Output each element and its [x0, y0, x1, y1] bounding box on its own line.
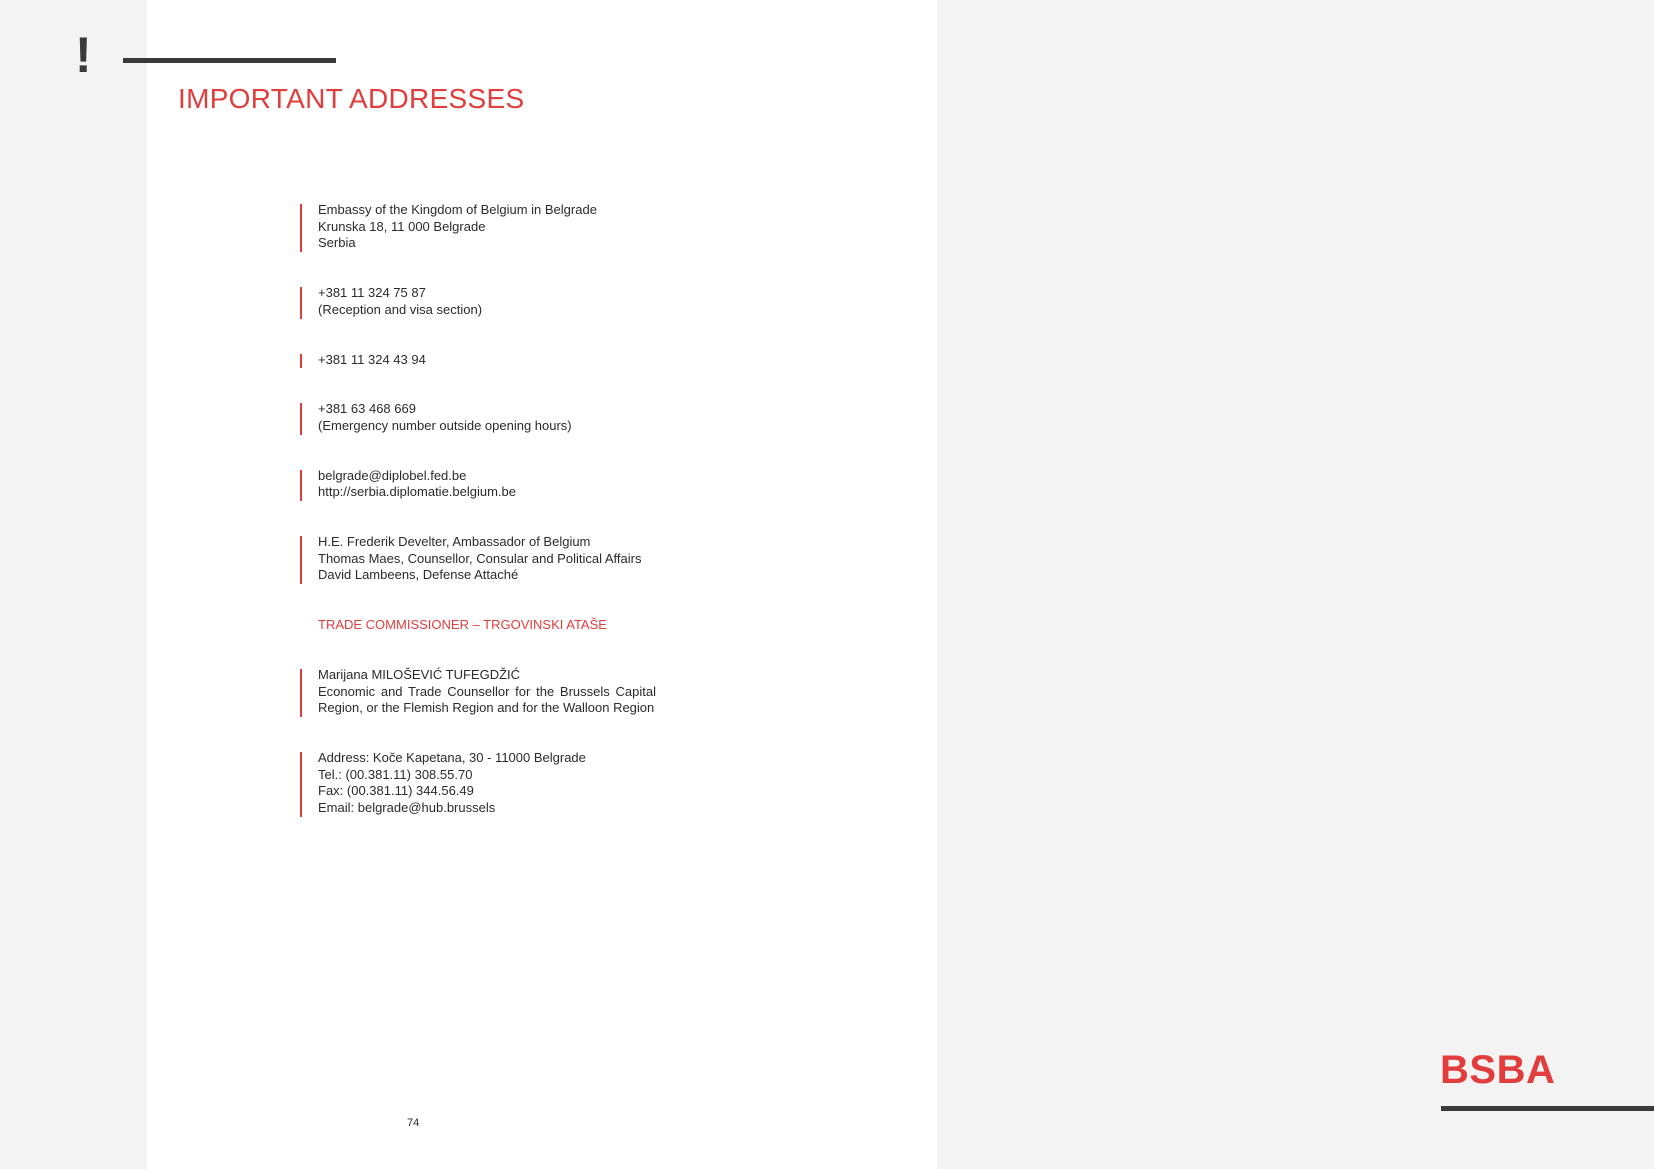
entry-line: Serbia: [318, 235, 356, 251]
entry-line: Thomas Maes, Counsellor, Consular and Political Affairs: [318, 550, 642, 566]
trade-counsellor-entry: [300, 667, 656, 717]
trade-commissioner-heading: TRADE COMMISSIONER – TRGOVINSKI ATAŠE: [318, 617, 607, 633]
entry-line: David Lambeens, Defense Attaché: [318, 567, 519, 583]
entry-line: +381 11 324 43 94: [318, 351, 426, 367]
entry-accent-bar: [300, 470, 302, 501]
entry-line: http://serbia.diplomatie.belgium.be: [318, 484, 517, 500]
entry-line: Embassy of the Kingdom of Belgium in Belgrade: [318, 202, 597, 217]
entry-accent-bar: [300, 287, 302, 318]
entry-accent-bar: [300, 204, 302, 252]
entry-line: belgrade@diplobel.fed.be: [318, 467, 467, 483]
entry-line: Tel.: (00.381.11) 308.55.70: [318, 766, 473, 782]
page-title: IMPORTANT ADDRESSES: [178, 83, 525, 114]
entry-line: (Emergency number outside opening hours): [318, 417, 572, 433]
entry-accent-bar: [300, 752, 302, 817]
entry-line: Address: Koče Kapetana, 30 - 11000 Belgrade: [318, 749, 586, 765]
entry-line: Marijana MILOŠEVIĆ TUFEGDŽIĆ: [318, 666, 521, 682]
email-web-entry: [300, 468, 656, 501]
fax-phone-entry: [300, 352, 656, 369]
entry-accent-bar: [300, 536, 302, 584]
embassy-address-entry: [300, 202, 656, 252]
reception-phone-entry: [300, 285, 656, 318]
entry-line: Fax: (00.381.11) 344.56.49: [318, 783, 474, 799]
exclamation-icon: !: [75, 27, 92, 83]
brand-logo: BSBA: [1440, 1048, 1556, 1092]
entry-accent-bar: [300, 403, 302, 434]
entry-line: Krunska 18, 11 000 Belgrade: [318, 218, 486, 234]
entry-line: Email: belgrade@hub.brussels: [318, 800, 496, 816]
entry-line: +381 63 468 669: [318, 401, 416, 417]
page-number: 74: [407, 1117, 420, 1129]
header-rule: [123, 58, 336, 63]
staff-entry: [300, 534, 656, 584]
entry-line: (Reception and visa section): [318, 301, 483, 317]
trade-contact-entry: [300, 750, 656, 817]
address-list: [300, 202, 656, 850]
brand-rule: [1441, 1106, 1654, 1111]
entry-line: H.E. Frederik Develter, Ambassador of Belgium: [318, 534, 591, 550]
entry-accent-bar: [300, 354, 302, 369]
entry-line: Region, or the Flemish Region and for the Walloon Region: [318, 700, 655, 716]
entry-line: +381 11 324 75 87: [318, 285, 426, 301]
entry-line: Economic and Trade Counsellor for the Brussels Capital: [318, 683, 656, 699]
entry-accent-bar: [300, 669, 302, 717]
emergency-phone-entry: [300, 401, 656, 434]
